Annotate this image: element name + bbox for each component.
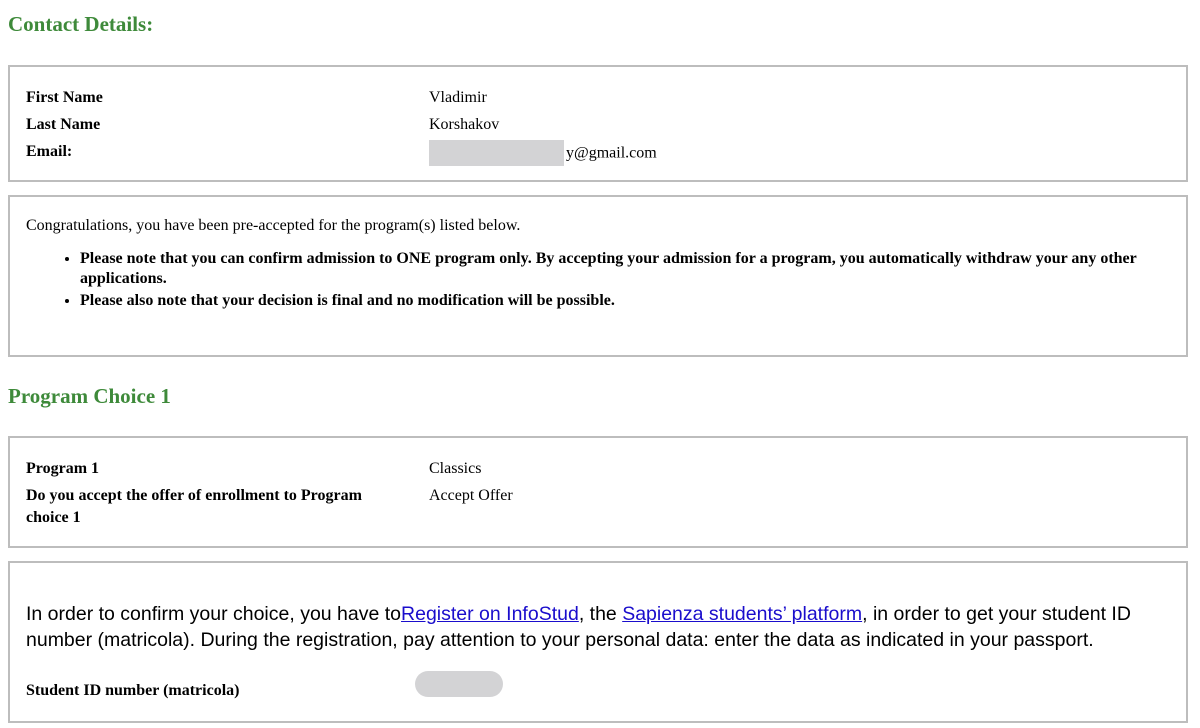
email-label: Email: [26,143,73,160]
first-name-value: Vladimir [429,89,487,106]
confirmation-box [8,561,1188,723]
confirmation-text-after: , in order to get your student ID number (matricola). During the registration, pay attention to your personal data: enter the data as indicated in your passport. [26,603,1131,651]
email-value [429,141,657,167]
confirmation-text-middle: , the [578,603,623,625]
pre-acceptance-intro: Congratulations, you have been pre-accepted for the program(s) listed below. [26,217,521,234]
email-redaction [429,140,564,166]
notice-bullet-final-decision: • Please also note that your decision is final and no modification will be possible. [80,291,1200,311]
student-id-redaction [415,671,503,697]
contact-details-heading: Contact Details: [8,12,154,36]
email-visible-suffix: y@gmail.com [566,144,657,162]
sapienza-platform-link[interactable]: Sapienza students’ platform [622,603,863,625]
student-id-label: Student ID number (matricola) [26,682,240,699]
offer-question-label: Do you accept the offer of enrollment to Program choice 1 [26,487,362,526]
program-label: Program 1 [26,460,100,477]
confirmation-text-before: In order to confirm your choice, you have to [26,603,402,625]
last-name-value: Korshakov [429,116,500,133]
program-value: Classics [429,460,482,477]
notice-bullet-one-program: • Please note that you can confirm admission to ONE program only. By accepting your admission for a program, you automatically withdraw your any other applications. [80,249,1200,289]
pre-acceptance-notice-box [8,195,1188,357]
register-infostud-link[interactable]: Register on InfoStud [401,603,579,625]
program-choice-heading: Program Choice 1 [8,384,171,408]
contact-details-box [8,65,1188,182]
program-choice-box [8,436,1188,548]
last-name-label: Last Name [26,116,101,133]
confirmation-instructions [26,601,1176,653]
offer-answer-value: Accept Offer [429,487,513,504]
notice-bullet-list [26,249,1200,311]
first-name-label: First Name [26,89,103,106]
